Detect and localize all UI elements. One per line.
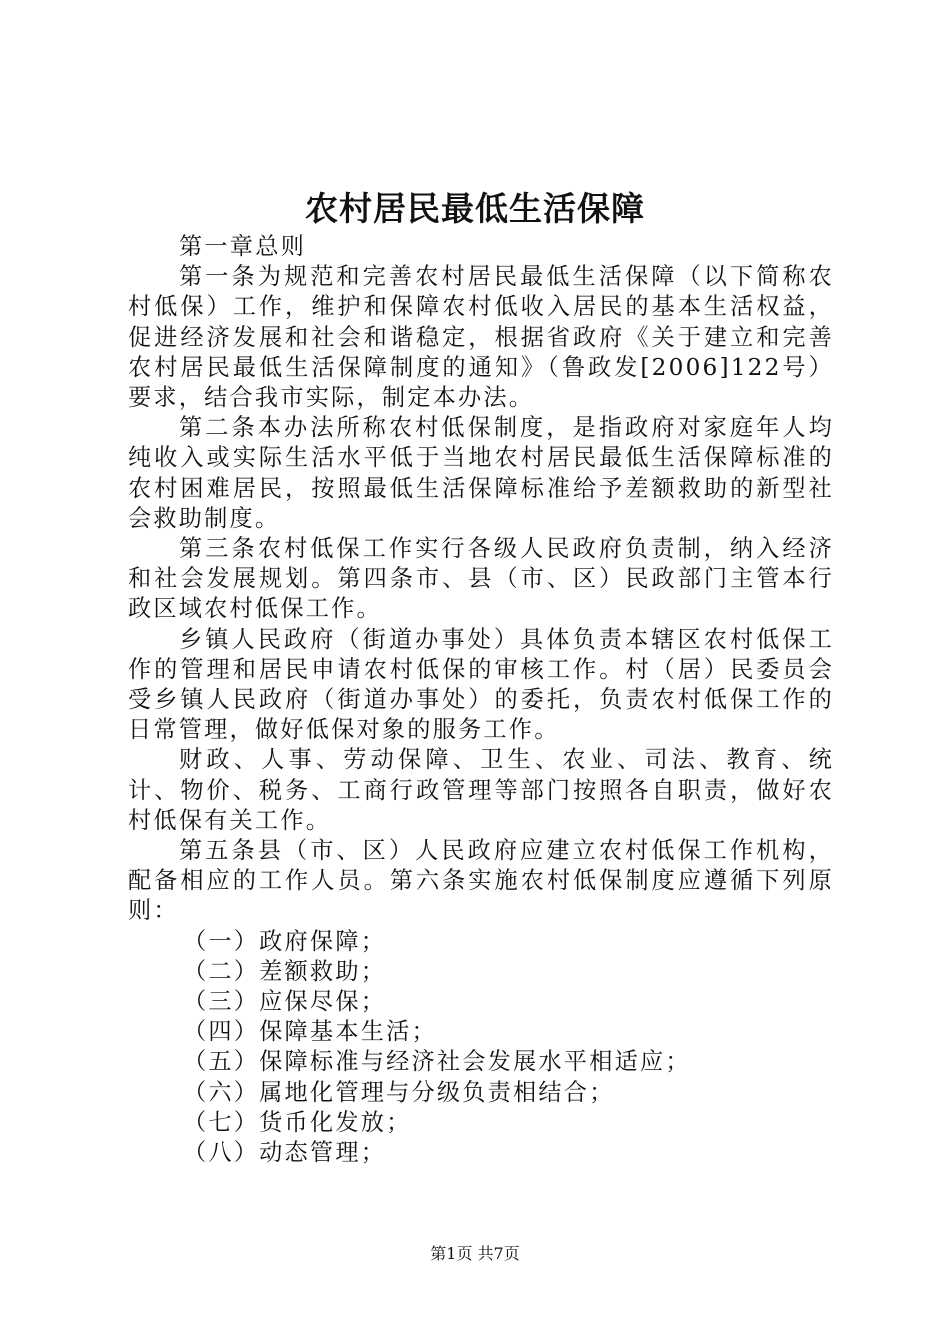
principle-item: （二）差额救助； (183, 957, 387, 985)
paragraph-article-5-6: 第五条县（市、区）人民政府应建立农村低保工作机构，配备相应的工作人员。第六条实施农村低保制度应遵循下列原则： (128, 837, 834, 925)
principle-item: （三）应保尽保； (183, 988, 387, 1016)
principle-item: （一）政府保障； (183, 927, 387, 955)
principle-item: （四）保障基本生活； (183, 1018, 437, 1046)
principle-item: （八）动态管理； (183, 1139, 387, 1167)
paragraph-article-3-4: 第三条农村低保工作实行各级人民政府负责制，纳入经济和社会发展规划。第四条市、县（市、区）民政部门主管本行政区域农村低保工作。 (128, 535, 834, 623)
principle-item: （六）属地化管理与分级负责相结合； (183, 1078, 615, 1106)
page-footer: 第1页 共7页 (430, 1244, 520, 1263)
paragraph-department-duties: 财政、人事、劳动保障、卫生、农业、司法、教育、统计、物价、税务、工商行政管理等部门按照各自职责，做好农村低保有关工作。 (128, 746, 834, 834)
document-title: 农村居民最低生活保障 (305, 189, 645, 228)
document-body (128, 232, 834, 1168)
paragraph-article-2: 第二条本办法所称农村低保制度，是指政府对家庭年人均纯收入或实际生活水平低于当地农村居民最低生活保障标准的农村困难居民，按照最低生活保障标准给予差额救助的新型社会救助制度。 (128, 414, 834, 532)
principle-item: （七）货币化发放； (183, 1108, 412, 1136)
chapter-heading: 第一章总则 (179, 233, 306, 260)
paragraph-township-duties: 乡镇人民政府（街道办事处）具体负责本辖区农村低保工作的管理和居民申请农村低保的审核工作。村（居）民委员会受乡镇人民政府（街道办事处）的委托，负责农村低保工作的日常管理，做好低保对象的服务工作。 (128, 625, 834, 744)
principle-item: （五）保障标准与经济社会发展水平相适应； (183, 1048, 691, 1076)
paragraph-article-1: 第一条为规范和完善农村居民最低生活保障（以下简称农村低保）工作，维护和保障农村低收入居民的基本生活权益，促进经济发展和社会和谐稳定，根据省政府《关于建立和完善农村居民最低生活保障制度的通知》（鲁政发[2006]122号）要求，结合我市实际，制定本办法。 (128, 263, 834, 412)
